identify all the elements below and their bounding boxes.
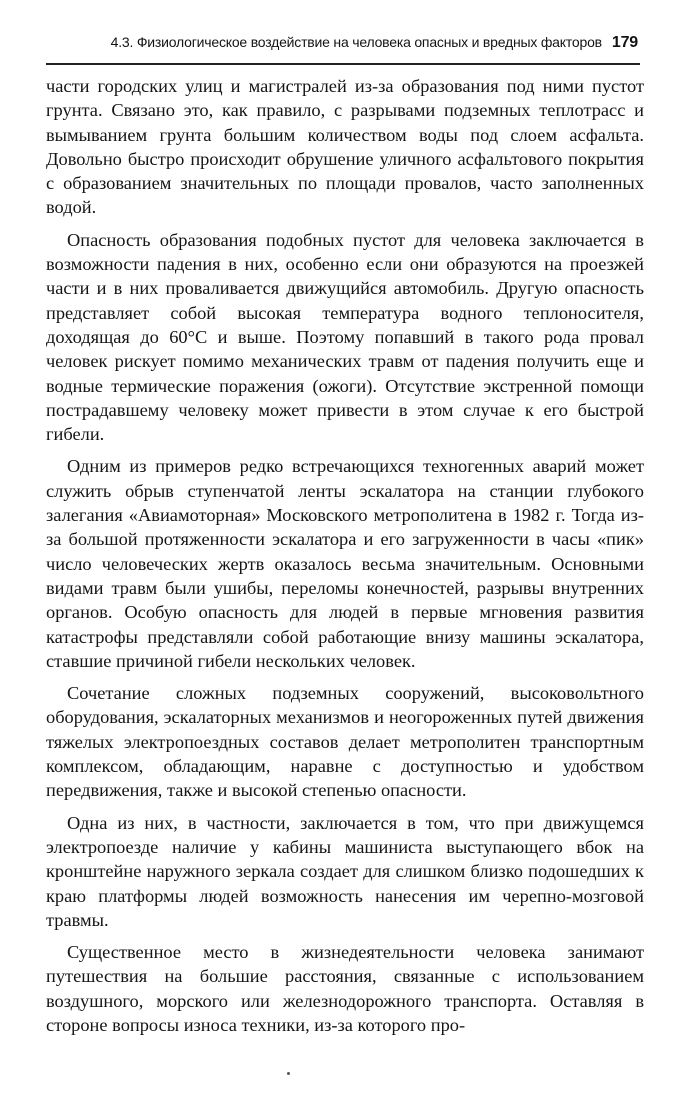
paragraph-5: Одна из них, в частности, заключается в том, что при движущемся электропоезде наличие у кабины машиниста выступающего вбок на кронштейне наружного зеркала создает для слишком близко подошедших к краю платформы людей возможность нанесения им черепно-мозговой травмы. <box>46 812 644 930</box>
header-rule <box>46 63 640 65</box>
running-header <box>70 34 638 52</box>
print-speck <box>287 1072 290 1075</box>
section-title: 4.3. Физиологическое воздействие на человека опасных и вредных факторов <box>110 34 602 50</box>
body-text <box>46 74 644 1045</box>
paragraph-2: Опасность образования подобных пустот для человека заключается в возможности падения в них, особенно если они образуются на проезжей части и в них проваливается движущийся автомобиль. Другую опасность представляет собой высокая температура водного теплоносителя, доходящая до 60°С и выше. Поэтому попавший в такого рода провал человек рискует помимо механических травм от падения получить еще и водные термические поражения (ожоги). Отсутствие экстренной помощи пострадавшему человеку может привести в этом случае к его быстрой гибели. <box>46 229 644 445</box>
paragraph-3: Одним из примеров редко встречающихся техногенных аварий может служить обрыв ступенчатой ленты эскалатора на станции глубокого залегания «Авиамоторная» Московского метрополитена в 1982 г. Тогда из-за большой протяженности эскалатора и его загруженности в часы «пик» число человеческих жертв оказалось весьма значительным. Основными видами травм были ушибы, переломы конечностей, разрывы внутренних органов. Особую опасность для людей в первые мгновения развития катастрофы представляли собой работающие внизу машины эскалатора, ставшие причиной гибели нескольких человек. <box>46 456 644 671</box>
paragraph-4: Сочетание сложных подземных сооружений, высоковольтного оборудования, эскалаторных механизмов и неогороженных путей движения тяжелых электропоездных составов делает метрополитен транспортным комплексом, обладающим, наравне с доступностью и удобством передвижения, также и высокой степенью опасности. <box>46 683 644 801</box>
page-number: 179 <box>611 34 638 51</box>
paragraph-6: Существенное место в жизнедеятельности человека занимают путешествия на большие расстояния, связанные с использованием воздушного, морского или железнодорожного транспорта. Оставляя в стороне вопросы износа техники, из-за которого про- <box>46 942 644 1035</box>
paragraph-1: части городских улиц и магистралей из-за образования под ними пустот грунта. Связано это, как правило, с разрывами подземных теплотрасс и вымыванием грунта большим количеством воды под слоем асфальта. Довольно быстро происходит обрушение уличного асфальтового покрытия с образованием значительных по площади провалов, часто заполненных водой. <box>46 76 644 218</box>
